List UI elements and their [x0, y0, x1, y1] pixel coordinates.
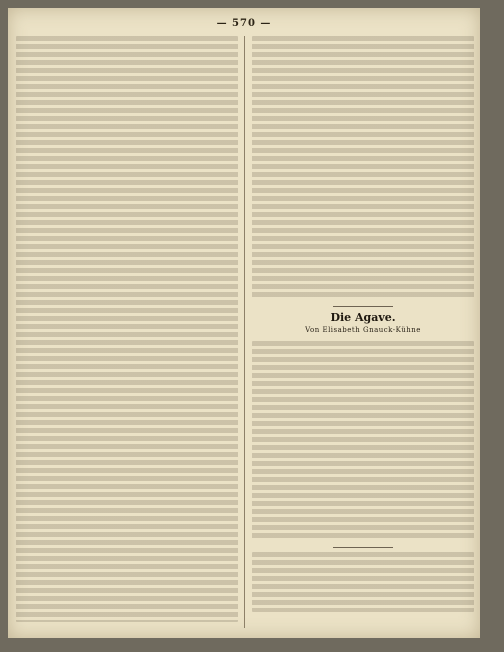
newspaper-page [8, 8, 480, 638]
page-number: — 570 — [216, 18, 272, 29]
article-separator [333, 306, 393, 307]
footnote-placeholder [252, 552, 474, 612]
article-text-placeholder [252, 341, 474, 541]
right-column [252, 36, 474, 628]
left-column-text-placeholder [16, 36, 238, 622]
footnote-separator [333, 547, 393, 548]
article-title: Die Agave. [330, 311, 396, 324]
continued-story-placeholder [252, 36, 474, 298]
article-byline: Von Elisabeth Gnauck-Kühne [305, 326, 421, 334]
column-divider [244, 36, 245, 628]
left-column [16, 36, 238, 628]
